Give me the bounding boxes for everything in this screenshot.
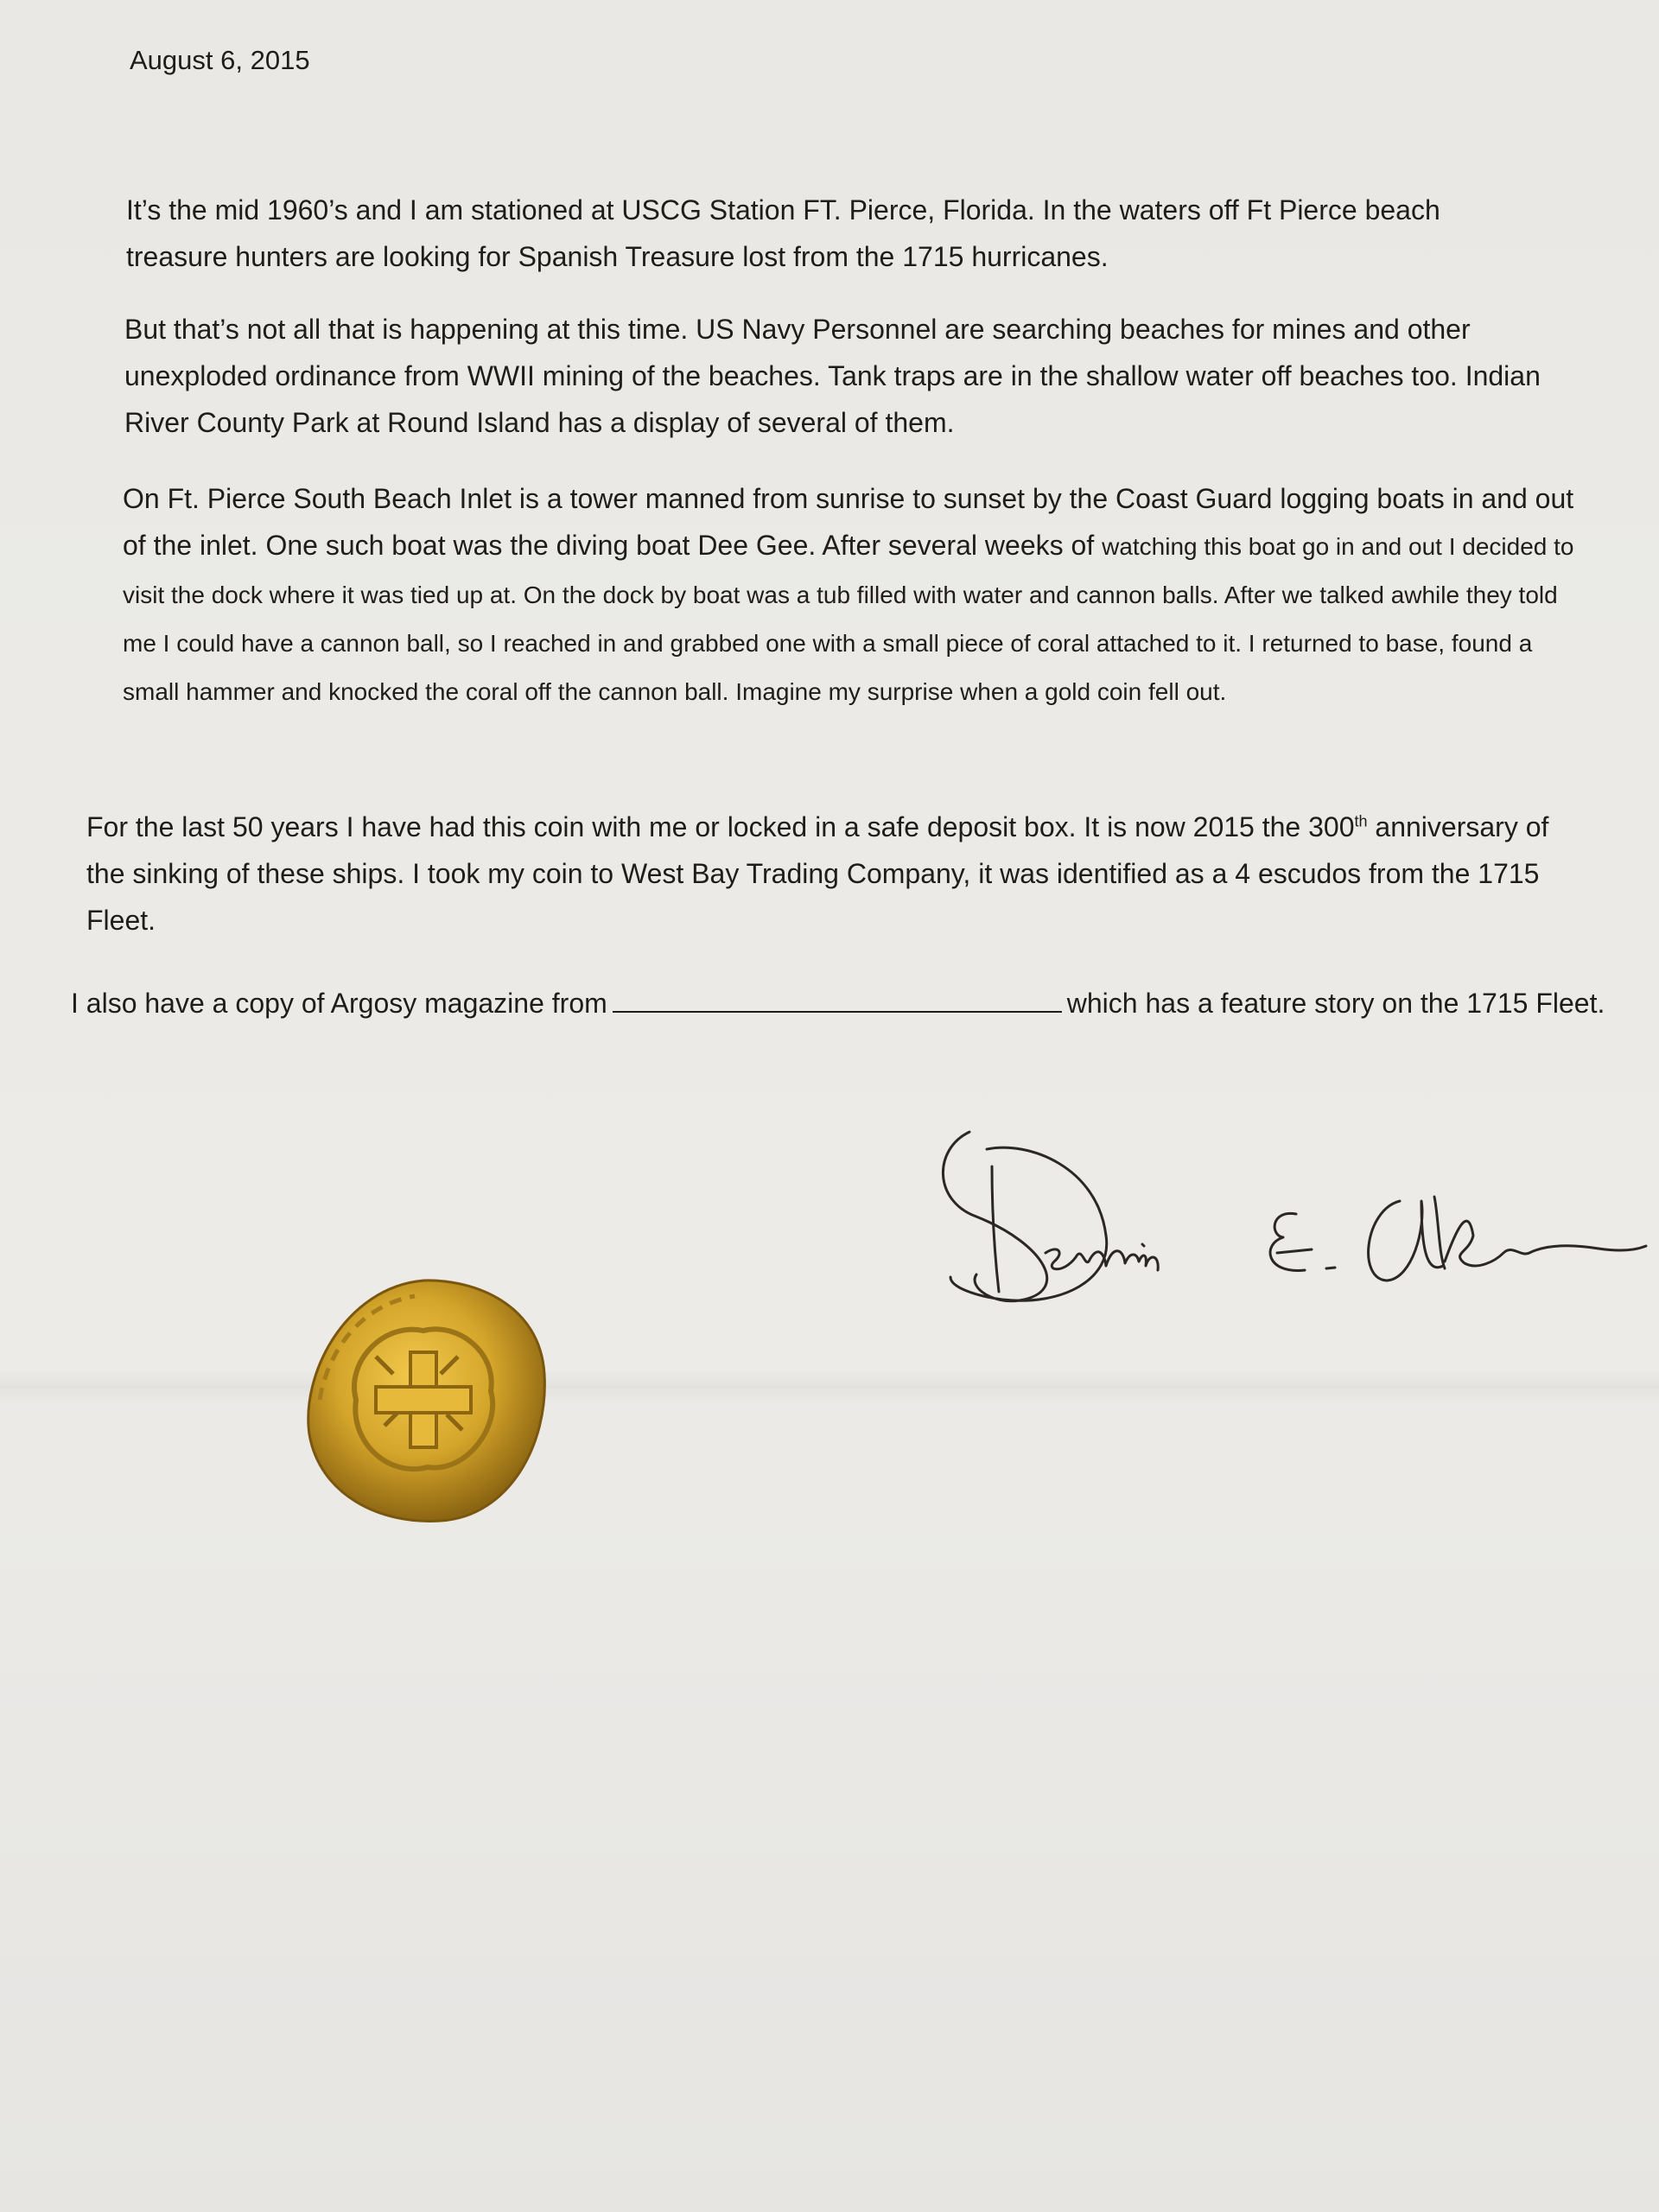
paragraph-5-before-blank: I also have a copy of Argosy magazine from xyxy=(71,988,607,1019)
gold-coin-icon xyxy=(294,1270,553,1529)
paper-fold-line xyxy=(0,1370,1659,1404)
ordinal-superscript: th xyxy=(1354,812,1368,830)
paragraph-2: But that’s not all that is happening at this time. US Navy Personnel are searching beaches for mines and other unexploded ordinance from WWII mining of the beaches. Tank traps are in the shallow water off beaches too. Indian River County Park at Round Island has a display of several of them. xyxy=(124,314,1541,438)
blank-fill-line xyxy=(613,985,1062,1013)
paragraph-4-part1: For the last 50 years I have had this coin with me or locked in a safe deposit box. It is now 2015 the 300 xyxy=(86,811,1355,842)
letter-date: August 6, 2015 xyxy=(130,45,310,75)
paragraph-3 xyxy=(123,475,1574,715)
paragraph-4 xyxy=(86,804,1555,944)
paragraph-3-lead: On Ft. Pierce South Beach Inlet is a tower manned from sunrise to sunset by the Coast Guard logging boats in and out of the inlet. One such boat was the diving boat Dee Gee. After several weeks of xyxy=(123,483,1574,561)
handwritten-signature xyxy=(916,1115,1659,1313)
paragraph-4-part2: anniversary of the sinking of these ships. I took my coin to West Bay Trading Company, it was identified as a 4 escudos from the 1715 Fleet. xyxy=(86,811,1549,936)
paragraph-1: It’s the mid 1960’s and I am stationed at USCG Station FT. Pierce, Florida. In the waters off Ft Pierce beach treasure hunters are looking for Spanish Treasure lost from the 1715 hurricanes. xyxy=(126,194,1440,272)
paragraph-5 xyxy=(71,980,1626,1027)
paragraph-3-rest: watching this boat go in and out I decided to visit the dock where it was tied up at. On the dock by boat was a tub filled with water and cannon balls. After we talked awhile they told me I could have a cannon ball, so I reached in and grabbed one with a small piece of coral attached to it. I returned to base, found a small hammer and knocked the coral off the cannon ball. Imagine my surprise when a gold coin fell out. xyxy=(123,533,1574,705)
paragraph-5-after-blank: which has a feature story on the 1715 Fleet. xyxy=(1066,988,1605,1019)
